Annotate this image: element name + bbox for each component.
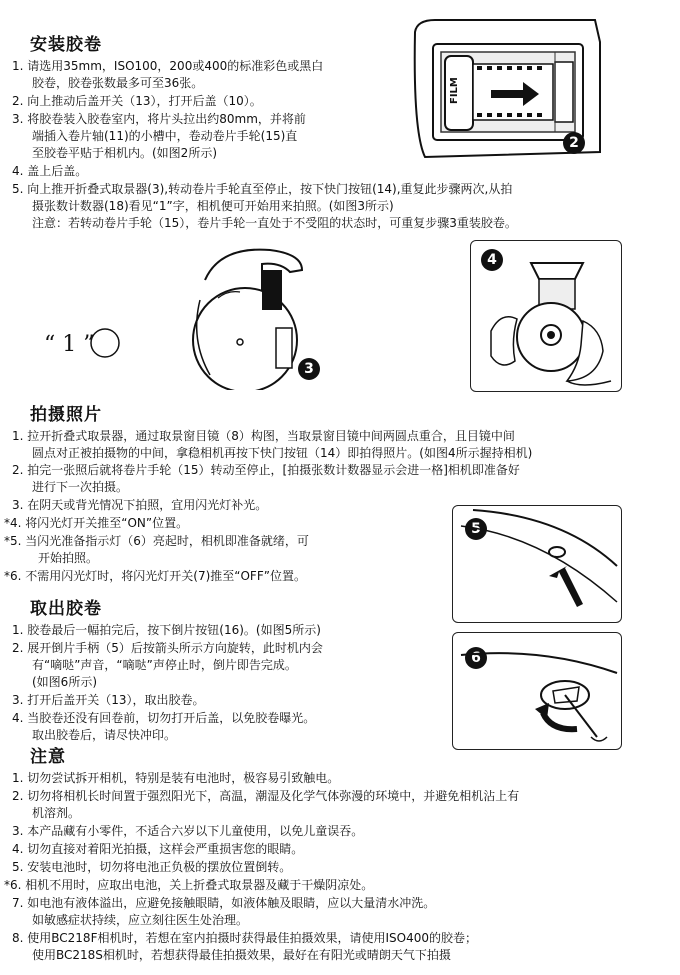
remove-line: 4. 当胶卷还没有回卷前，切勿打开后盖，以免胶卷曝光。 xyxy=(12,711,316,725)
notice-line: 2. 切勿将相机长时间置于强烈阳光下，高温，潮湿及化学气体弥漫的环境中，并避免相机沾上有 xyxy=(12,789,520,803)
notice-line: 如敏感症状持续，应立刻往医生处治理。 xyxy=(32,913,249,927)
shoot-line: 2. 拍完一张照后就将卷片手轮（15）转动至停止，[拍摄张数计数器显示会进一格]相机即准备好 xyxy=(12,463,520,477)
install-line: 至胶卷平贴于相机内。(如图2所示) xyxy=(32,146,217,160)
notice-line: 机溶剂。 xyxy=(32,806,81,820)
install-line: 3. 将胶卷装入胶卷室内，将片头拉出约80mm，并将前 xyxy=(12,112,306,126)
notice-line: 7. 如电池有液体溢出，应避免接触眼睛，如液体触及眼睛，应以大量清水冲洗。 xyxy=(12,896,436,910)
shoot-line: *6. 不需用闪光灯时，将闪光灯开关(7)推至“OFF”位置。 xyxy=(4,569,306,583)
shoot-line: 开始拍照。 xyxy=(38,551,99,565)
figure-4-number-badge: 4 xyxy=(481,249,503,271)
section-title-remove: 取出胶卷 xyxy=(30,599,102,619)
film-label: FILM xyxy=(449,77,460,104)
install-line: 摄张数计数器(18)看见“1”字，相机便可开始用来拍照。(如图3所示) xyxy=(32,199,394,213)
figure-4 xyxy=(470,240,622,392)
notice-line: 4. 切勿直接对着阳光拍摄，这样会严重损害您的眼睛。 xyxy=(12,842,304,856)
figure-5-number-badge: 5 xyxy=(465,518,487,540)
counter-label: “ 1 ” xyxy=(44,332,95,357)
rewind-crank-illustration xyxy=(453,633,621,749)
install-note: 注意：若转动卷片手轮（15），卷片手轮一直处于不受阻的状态时，可重复步骤3重装胶卷。 xyxy=(32,216,517,230)
install-line: 1. 请选用35mm，ISO100，200或400的标准彩色或黑白 xyxy=(12,59,324,73)
figure-6 xyxy=(452,632,622,750)
rewind-button-illustration xyxy=(453,506,621,622)
remove-line: (如图6所示) xyxy=(32,675,97,689)
install-line: 5. 向上推开折叠式取景器(3),转动卷片手轮直至停止，按下快门按钮(14),重复此步骤两次,从拍 xyxy=(12,182,513,196)
install-line: 2. 向上推动后盖开关（13），打开后盖（10）。 xyxy=(12,94,262,108)
remove-line: 有“嘀哒”声音，“嘀哒”声停止时，倒片即告完成。 xyxy=(32,658,297,672)
figure-2-number-badge: 2 xyxy=(563,132,585,154)
notice-line: 5. 安装电池时，切勿将电池正负极的摆放位置倒转。 xyxy=(12,860,292,874)
shoot-line: 3. 在阴天或背光情况下拍照，宜用闪光灯补光。 xyxy=(12,498,268,512)
notice-line: 3. 本产品藏有小零件，不适合六岁以下儿童使用，以免儿童误吞。 xyxy=(12,824,364,838)
notice-line: 8. 使用BC218F相机时，若想在室内拍摄时获得最佳拍摄效果，请使用ISO400的胶卷； xyxy=(12,931,477,945)
figure-6-number-badge: 6 xyxy=(465,647,487,669)
section-title-shoot: 拍摄照片 xyxy=(30,405,102,425)
figure-5 xyxy=(452,505,622,623)
figure-3 xyxy=(40,240,330,390)
hand-holding-camera-illustration xyxy=(471,241,621,391)
figure-3-number-badge: 3 xyxy=(298,358,320,380)
section-title-notice: 注意 xyxy=(30,747,66,767)
install-line: 4. 盖上后盖。 xyxy=(12,164,88,178)
install-line: 端插入卷片轴(11)的小槽中，卷动卷片手轮(15)直 xyxy=(32,129,298,143)
remove-line: 1. 胶卷最后一幅拍完后，按下倒片按钮(16)。(如图5所示) xyxy=(12,623,321,637)
section-title-install: 安装胶卷 xyxy=(30,35,102,55)
shoot-line: 圆点对正被拍摄物的中间，拿稳相机再按下快门按钮（14）即拍得照片。(如图4所示握持相机) xyxy=(32,446,533,460)
figure-2 xyxy=(405,12,605,162)
notice-line: *6. 相机不用时，应取出电池，关上折叠式取景器及藏于干燥阴凉处。 xyxy=(4,878,374,892)
shoot-line: 进行下一次拍摄。 xyxy=(32,480,129,494)
remove-line: 3. 打开后盖开关（13），取出胶卷。 xyxy=(12,693,205,707)
remove-line: 2. 展开倒片手柄（5）后按箭头所示方向旋转，此时机内会 xyxy=(12,641,323,655)
camera-counter-illustration xyxy=(40,240,330,390)
shoot-line: *4. 将闪光灯开关推至“ON”位置。 xyxy=(4,516,189,530)
notice-line: 1. 切勿尝试拆开相机，特别是装有电池时，极容易引致触电。 xyxy=(12,771,340,785)
remove-line: 取出胶卷后，请尽快冲印。 xyxy=(32,728,177,742)
shoot-line: 1. 拉开折叠式取景器，通过取景窗目镜（8）构图，当取景窗目镜中间两圆点重合，且目镜中间 xyxy=(12,429,515,443)
install-line: 胶卷，胶卷张数最多可至36张。 xyxy=(32,76,204,90)
shoot-line: *5. 当闪光准备指示灯（6）亮起时，相机即准备就绪，可 xyxy=(4,534,309,548)
notice-line: 使用BC218S相机时，若想获得最佳拍摄效果，最好在有阳光或晴朗天气下拍摄 xyxy=(32,948,451,962)
